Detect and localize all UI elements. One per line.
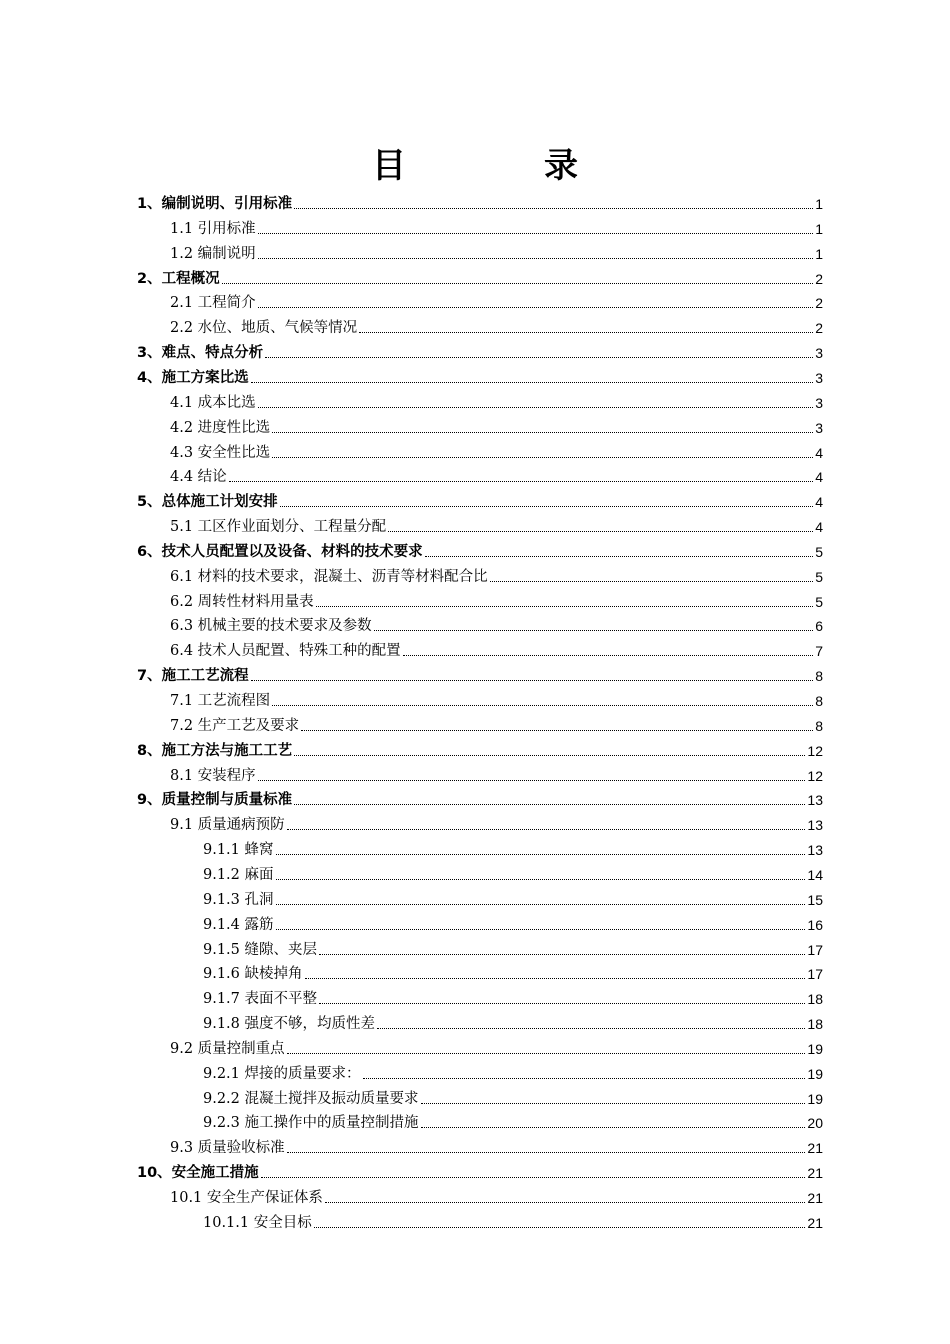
toc-entry[interactable]	[203, 1058, 823, 1083]
toc-entry-label: 4.4 结论	[170, 469, 227, 486]
toc-entry-page-number: 21	[807, 1214, 823, 1231]
toc-entry[interactable]	[203, 859, 823, 884]
dot-leader	[403, 655, 814, 656]
toc-title: 目 录	[372, 146, 630, 186]
toc-entry-page-number: 18	[807, 1016, 823, 1033]
toc-entry[interactable]	[137, 784, 823, 809]
dot-leader	[258, 307, 814, 308]
toc-entry-page-number: 5	[815, 568, 823, 585]
toc-entry[interactable]	[170, 809, 823, 834]
dot-leader	[421, 1103, 806, 1104]
toc-entry[interactable]	[170, 685, 823, 710]
toc-entry-label: 9.2.3 施工操作中的质量控制措施	[203, 1115, 419, 1132]
toc-entry-page-number: 19	[807, 1090, 823, 1107]
dot-leader	[490, 581, 814, 582]
toc-entry-label: 2、工程概况	[137, 270, 220, 287]
toc-entry-page-number: 1	[815, 245, 823, 262]
dot-leader	[301, 730, 813, 731]
toc-entry-label: 8、施工方法与施工工艺	[137, 742, 293, 759]
toc-entry-label: 9.1.8 强度不够，均质性差	[203, 1016, 376, 1033]
toc-entry[interactable]	[170, 1132, 823, 1157]
toc-entry-label: 9.1.2 麻面	[203, 866, 274, 883]
toc-entry[interactable]	[203, 958, 823, 983]
toc-entry-page-number: 21	[807, 1165, 823, 1182]
toc-entry-label: 4、施工方案比选	[137, 369, 249, 386]
toc-entry-label: 4.3 安全性比选	[170, 444, 271, 461]
toc-entry[interactable]	[170, 610, 823, 635]
toc-entry[interactable]	[170, 461, 823, 486]
toc-entry-page-number: 1	[815, 220, 823, 237]
dot-leader	[258, 233, 814, 234]
toc-entry-label: 9.1.3 孔洞	[203, 891, 274, 908]
toc-entry[interactable]	[203, 1207, 823, 1232]
dot-leader	[314, 1227, 806, 1228]
dot-leader	[251, 680, 814, 681]
toc-entry-page-number: 17	[807, 966, 823, 983]
toc-entry-label: 5.1 工区作业面划分、工程量分配	[170, 519, 387, 536]
toc-entry-label: 7.1 工艺流程图	[170, 693, 271, 709]
toc-entry[interactable]	[170, 1182, 823, 1207]
toc-entry-page-number: 6	[815, 618, 823, 635]
toc-entry-label: 8.1 安装程序	[170, 767, 256, 784]
dot-leader	[319, 1003, 805, 1004]
toc-entry-page-number: 13	[807, 817, 823, 834]
toc-entry[interactable]	[137, 735, 823, 760]
dot-leader	[276, 854, 806, 855]
toc-entry[interactable]	[137, 362, 823, 387]
toc-entry[interactable]	[170, 387, 823, 412]
toc-entry-page-number: 15	[807, 891, 823, 908]
toc-entry-label: 2.2 水位、地质、气候等情况	[170, 320, 358, 337]
toc-entry-page-number: 17	[807, 941, 823, 958]
dot-leader	[261, 1177, 806, 1178]
toc-entry[interactable]	[203, 884, 823, 909]
toc-entry-page-number: 2	[815, 320, 823, 337]
toc-entry[interactable]	[203, 1008, 823, 1033]
toc-entry-page-number: 4	[815, 519, 823, 536]
toc-entry-page-number: 13	[807, 792, 823, 809]
dot-leader	[280, 506, 814, 507]
dot-leader	[265, 357, 813, 358]
toc-entry[interactable]	[170, 710, 823, 735]
dot-leader	[319, 954, 805, 955]
toc-entry-label: 1、编制说明、引用标准	[137, 196, 293, 212]
toc-entry-label: 9.2.2 混凝土搅拌及振动质量要求	[203, 1090, 419, 1107]
toc-entry-label: 9.1.5 缝隙、夹层	[203, 941, 318, 958]
toc-entry-label: 9.1.4 露筋	[203, 916, 274, 933]
dot-leader	[388, 531, 813, 532]
toc-entry-label: 5、总体施工计划安排	[137, 494, 278, 511]
dot-leader	[374, 630, 814, 631]
toc-entry-page-number: 21	[807, 1190, 823, 1206]
toc-entry-label: 9.3 质量验收标准	[170, 1140, 285, 1157]
dot-leader	[363, 1078, 806, 1079]
toc-entry-page-number: 19	[807, 1040, 823, 1057]
toc-entry[interactable]	[170, 561, 823, 586]
dot-leader	[258, 780, 806, 781]
toc-entry-label: 9.1.1 蜂窝	[203, 842, 274, 859]
toc-entry-page-number: 20	[807, 1115, 823, 1132]
dot-leader	[276, 929, 806, 930]
toc-entry-page-number: 12	[807, 767, 823, 784]
toc-entry[interactable]	[203, 983, 823, 1008]
dot-leader	[316, 606, 814, 607]
toc-entry-page-number: 8	[815, 693, 823, 709]
toc-entry[interactable]	[137, 188, 823, 213]
toc-entry-page-number: 2	[815, 295, 823, 312]
toc-entry-label: 4.1 成本比选	[170, 394, 256, 411]
toc-entry-label: 9.1 质量通病预防	[170, 817, 285, 834]
toc-entry[interactable]	[137, 337, 823, 362]
toc-entry[interactable]	[203, 834, 823, 859]
toc-entry[interactable]	[170, 213, 823, 238]
dot-leader	[222, 283, 814, 284]
toc-entry-label: 10.1.1 安全目标	[203, 1214, 312, 1231]
dot-leader	[305, 978, 806, 979]
toc-entry[interactable]	[170, 1033, 823, 1058]
dot-leader	[294, 804, 805, 805]
toc-entry[interactable]	[137, 486, 823, 511]
dot-leader	[272, 457, 813, 458]
toc-entry-page-number: 16	[807, 916, 823, 933]
toc-entry-label: 6.4 技术人员配置、特殊工种的配置	[170, 643, 401, 660]
toc-entry-label: 1.2 编制说明	[170, 245, 256, 262]
toc-entry[interactable]	[203, 934, 823, 959]
dot-leader	[425, 556, 814, 557]
toc-entry-label: 7.2 生产工艺及要求	[170, 717, 300, 734]
toc-entry-page-number: 5	[815, 543, 823, 560]
toc-entry[interactable]	[170, 312, 823, 337]
dot-leader	[377, 1028, 805, 1029]
dot-leader	[325, 1202, 806, 1203]
toc-entry-page-number: 12	[807, 742, 823, 759]
toc-entry[interactable]	[170, 760, 823, 785]
toc-entry-page-number: 2	[815, 270, 823, 287]
dot-leader	[258, 407, 814, 408]
toc-entry-label: 6.2 周转性材料用量表	[170, 593, 314, 610]
dot-leader	[276, 879, 806, 880]
toc-entry-page-number: 8	[815, 668, 823, 685]
toc-entry-page-number: 3	[815, 419, 823, 436]
toc-entry-page-number: 13	[807, 842, 823, 859]
toc-entry-page-number: 3	[815, 369, 823, 386]
toc-entry-page-number: 5	[815, 593, 823, 610]
toc-entry-page-number: 8	[815, 717, 823, 734]
dot-leader	[276, 904, 806, 905]
toc-entry[interactable]	[170, 586, 823, 611]
toc-entry[interactable]	[170, 238, 823, 263]
dot-leader	[287, 1053, 806, 1054]
toc-entry[interactable]	[203, 1083, 823, 1108]
toc-entry-page-number: 21	[807, 1140, 823, 1157]
toc-entry-label: 4.2 进度性比选	[170, 419, 271, 436]
toc-entry-label: 9.1.6 缺棱掉角	[203, 966, 303, 983]
toc-entry-label: 7、施工工艺流程	[137, 668, 249, 685]
toc-entry-page-number: 19	[807, 1065, 823, 1082]
dot-leader	[294, 208, 813, 209]
toc-entry-page-number: 18	[807, 991, 823, 1008]
toc-entry[interactable]	[203, 909, 823, 934]
toc-entry-label: 10、安全施工措施	[137, 1165, 259, 1182]
toc-entry-page-number: 3	[815, 345, 823, 362]
toc-entry[interactable]	[137, 536, 823, 561]
toc-entry-label: 6.1 材料的技术要求，混凝土、沥青等材料配合比	[170, 568, 488, 585]
dot-leader	[272, 432, 813, 433]
toc-entry-page-number: 4	[815, 444, 823, 461]
toc-entry-page-number: 3	[815, 394, 823, 411]
toc-entry[interactable]	[170, 412, 823, 437]
dot-leader	[359, 332, 813, 333]
dot-leader	[229, 481, 814, 482]
toc-entry[interactable]	[170, 511, 823, 536]
toc-entry-page-number: 4	[815, 494, 823, 511]
toc-entry[interactable]	[170, 635, 823, 660]
toc-entry-label: 10.1 安全生产保证体系	[170, 1190, 323, 1206]
toc-entry-label: 6.3 机械主要的技术要求及参数	[170, 618, 372, 635]
toc-entry-page-number: 14	[807, 866, 823, 883]
toc-entry[interactable]	[137, 660, 823, 685]
toc-entry-label: 6、技术人员配置以及设备、材料的技术要求	[137, 543, 423, 560]
toc-entry-label: 9.2 质量控制重点	[170, 1040, 285, 1057]
toc-entry-label: 1.1 引用标准	[170, 220, 256, 237]
toc-entry-label: 9.2.1 焊接的质量要求：	[203, 1065, 361, 1082]
dot-leader	[272, 705, 813, 706]
dot-leader	[421, 1127, 806, 1128]
toc-entry-label: 9、质量控制与质量标准	[137, 792, 293, 809]
toc-entry[interactable]	[137, 1157, 823, 1182]
toc-entry[interactable]	[137, 263, 823, 288]
toc-entry[interactable]	[203, 1107, 823, 1132]
toc-entry[interactable]	[170, 287, 823, 312]
toc-entry-page-number: 7	[815, 643, 823, 660]
toc-entry-page-number: 4	[815, 469, 823, 486]
dot-leader	[287, 1152, 806, 1153]
toc-entry-page-number: 1	[815, 196, 823, 212]
dot-leader	[287, 829, 806, 830]
toc-entry[interactable]	[170, 437, 823, 462]
dot-leader	[258, 258, 814, 259]
toc-entry-label: 9.1.7 表面不平整	[203, 991, 318, 1008]
dot-leader	[294, 755, 805, 756]
dot-leader	[251, 382, 814, 383]
toc-entry-label: 3、难点、特点分析	[137, 345, 264, 362]
toc-entry-label: 2.1 工程简介	[170, 295, 256, 312]
